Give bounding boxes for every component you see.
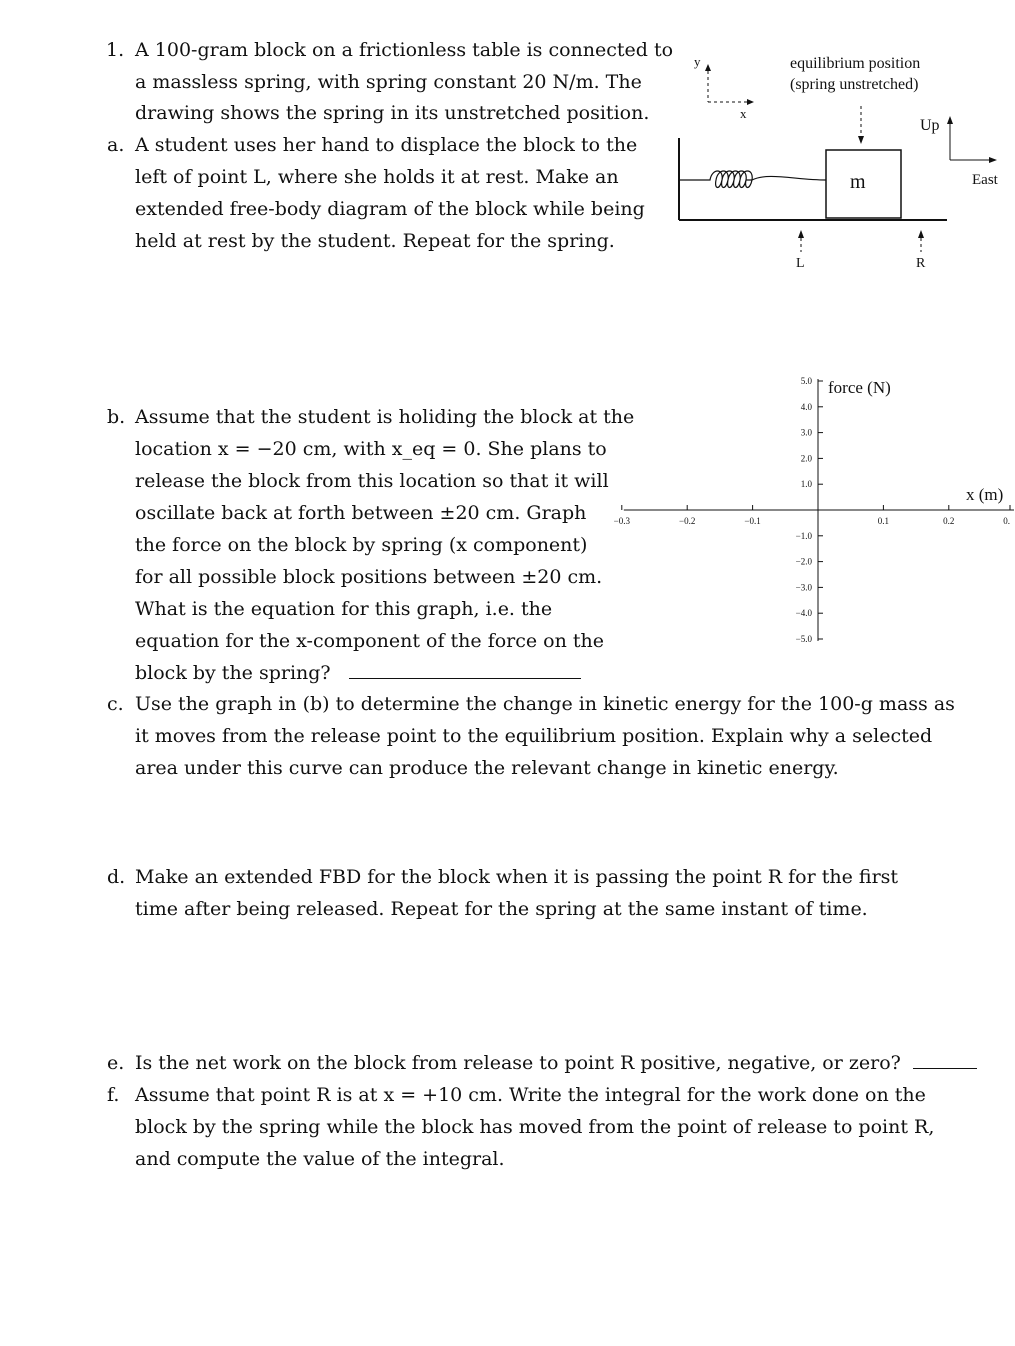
block-label: m [850,171,866,193]
east-label: East [972,172,998,188]
part-a-line-4: held at rest by the student. Repeat for the spring. [135,230,615,252]
part-f-line-2: block by the spring while the block has moved from the point of release to point R, [135,1116,935,1138]
part-f-line-1: Assume that point R is at x = +10 cm. Write the integral for the work done on the [135,1084,926,1106]
part-e-line-1-text: Is the net work on the block from release to point R positive, negative, or zero? [135,1052,901,1074]
chart-ylabel: force (N) [828,378,891,397]
east-arrowhead [989,157,997,163]
part-c-line-3: area under this curve can produce the relevant change in kinetic energy. [135,757,839,779]
up-arrowhead [947,116,953,124]
part-b-label: b. [107,406,126,428]
point-r-label: R [916,256,926,271]
answer-blank-b[interactable] [349,678,581,679]
part-b-line-1: Assume that the student is holiding the block at the [135,406,635,428]
answer-blank-e[interactable] [913,1068,977,1069]
spring-block-diagram [660,40,1015,280]
part-f-label: f. [107,1084,120,1106]
axis-y-arrowhead [705,64,711,71]
point-r-arrowhead [918,230,924,238]
part-d-line-1: Make an extended FBD for the block when it is passing the point R for the first [135,866,899,888]
x-tick-label: −0.2 [679,516,696,526]
x-tick-label: 0.2 [943,516,955,526]
force-position-chart [610,365,1015,655]
x-tick-label: 0. [1003,516,1010,526]
part-b-line-9-text: block by the spring? [135,662,331,684]
part-c-line-2: it moves from the release point to the equilibrium position. Explain why a selected [135,725,933,747]
x-tick-label: 0.1 [877,516,890,526]
part-b-line-6: for all possible block positions between ±20 cm. [135,566,603,588]
y-tick-label: −4.0 [795,608,812,619]
part-b-line-9 [135,657,581,689]
up-label: Up [920,117,940,134]
equilibrium-label-2: (spring unstretched) [790,76,919,93]
part-f-line-3: and compute the value of the integral. [135,1148,505,1170]
part-e-line-1 [135,1047,977,1079]
y-tick-label: −5.0 [795,634,812,644]
part-a-line-1: A student uses her hand to displace the block to the [135,134,638,156]
part-b-line-3: release the block from this location so that it will [135,470,609,492]
y-tick-label: −3.0 [795,582,812,593]
part-b-line-4: oscillate back at forth between ±20 cm. Graph [135,502,587,524]
equilibrium-arrowhead [858,136,864,144]
part-b-line-5: the force on the block by spring (x component) [135,534,588,556]
part-d-line-2: time after being released. Repeat for the spring at the same instant of time. [135,898,868,920]
intro-line-1: A 100-gram block on a frictionless table is connected to [135,39,674,61]
y-tick-label: −1.0 [795,530,812,541]
y-tick-label: 1.0 [800,479,812,490]
part-c-line-1: Use the graph in (b) to determine the change in kinetic energy for the 100-g mass as [135,693,955,715]
part-b-line-8: equation for the x-component of the force on the [135,630,605,652]
y-tick-label: 3.0 [800,427,812,438]
part-e-label: e. [107,1052,125,1074]
diagram-axis-x: x [740,106,747,121]
part-c-label: c. [107,693,124,715]
x-tick-label: −0.3 [613,516,630,526]
intro-line-3: drawing shows the spring in its unstretched position. [135,102,650,124]
y-tick-label: 5.0 [800,376,812,386]
chart-xlabel: x (m) [966,485,1004,504]
part-b-line-2: location x = −20 cm, with x_eq = 0. She plans to [135,438,607,460]
intro-line-2: a massless spring, with spring constant 20 N/m. The [135,71,642,93]
equilibrium-label-1: equilibrium position [790,55,921,72]
diagram-axis-y: y [694,54,701,69]
x-tick-label: −0.1 [744,516,761,526]
part-b-line-7: What is the equation for this graph, i.e. the [135,598,553,620]
spring [680,171,826,188]
part-a-line-3: extended free-body diagram of the block while being [135,198,645,220]
point-l-arrowhead [798,230,804,238]
y-tick-label: −2.0 [795,556,812,567]
part-a-label: a. [107,134,125,156]
part-a-line-2: left of point L, where she holds it at rest. Make an [135,166,619,188]
y-tick-label: 2.0 [800,453,812,464]
axis-x-arrowhead [747,99,754,105]
part-d-label: d. [107,866,126,888]
y-tick-label: 4.0 [800,401,812,412]
problem-number: 1. [106,39,125,61]
point-l-label: L [796,256,805,271]
